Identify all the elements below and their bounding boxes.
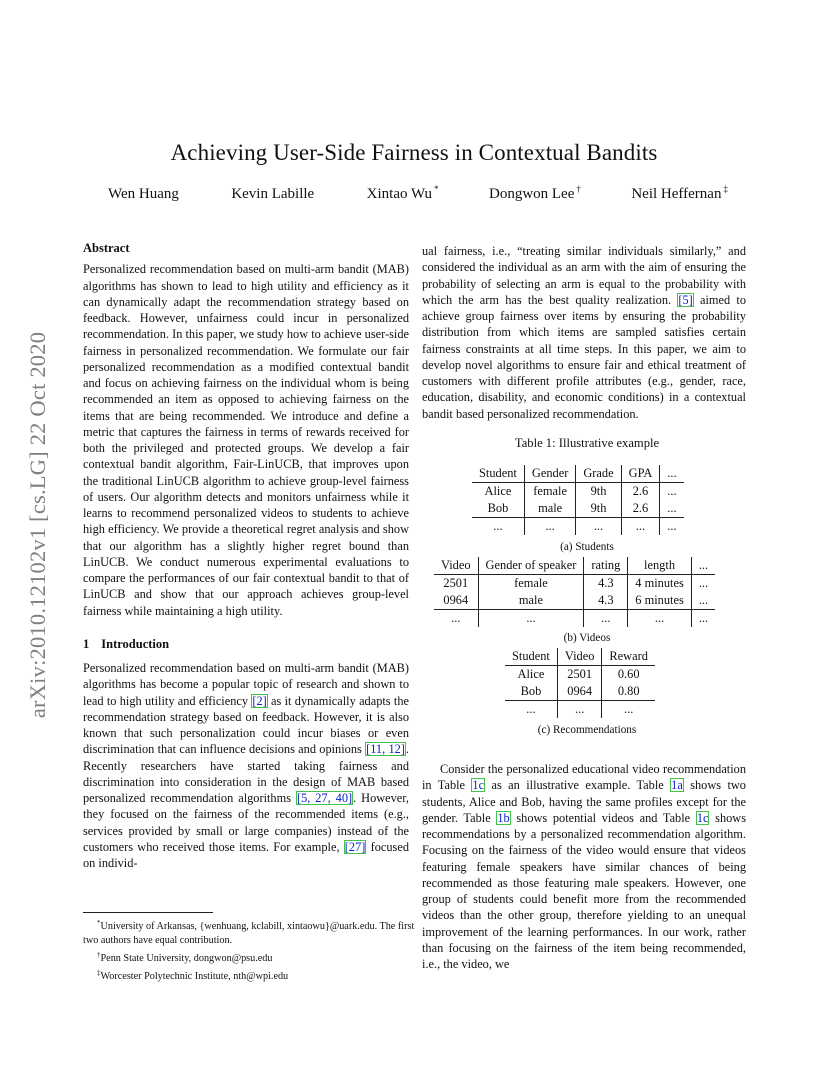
footnote-rule xyxy=(83,912,213,913)
table-row: Alice 2501 0.60 xyxy=(505,666,655,684)
right-column-bottom xyxy=(422,761,746,972)
videos-table xyxy=(434,557,715,627)
table-caption: (b) Videos xyxy=(563,632,611,644)
table-header-row: Student Gender Grade GPA ... xyxy=(472,465,684,483)
author: Neil Heffernan ‡ xyxy=(631,184,728,202)
abstract-heading: Abstract xyxy=(83,241,130,255)
right-column-top xyxy=(422,243,746,422)
citation-link[interactable]: [5] xyxy=(678,292,693,307)
table-ref-link[interactable]: 1c xyxy=(472,778,485,793)
footnote: †Penn State University, dongwon@psu.edu xyxy=(97,951,273,964)
author: Kevin Labille xyxy=(231,186,315,202)
table-header-row: Student Video Reward xyxy=(505,648,655,666)
table-row: ... ... ... ... ... xyxy=(434,610,715,628)
table-caption: (c) Recommendations xyxy=(537,724,637,736)
citation-link[interactable]: [2] xyxy=(252,693,267,708)
table-header-row: Video Gender of speaker rating length ... xyxy=(434,557,715,575)
table-row: Bob 0964 0.80 xyxy=(505,683,655,701)
table-ref-link[interactable]: 1a xyxy=(671,778,683,793)
author: Xintao Wu * xyxy=(366,184,439,202)
intro-paragraph: Personalized recommendation based on multi-arm bandit (MAB) algorithms has become a popular topic of research and shown to lead to high utility and efficiency [2] as it dynamically adapts the recommendation strategy based on feedback. However, it is also known that such personalization could incur biases or even discrimination that can influence decisions and opinions [11, 12]. Recently researchers have started taking fairness and discrimination into consideration in the design of MAB based personalized recommendation algorithms [5, 27, 40]. However, they focused on the fairness of the recommended items (e.g., services provided by small or large companies) instead of the customers who received those items. For example, [27] focused on individ- xyxy=(83,661,409,870)
table-row: 0964 male 4.3 6 minutes ... xyxy=(434,592,715,610)
author: Dongwon Lee † xyxy=(488,184,581,202)
citation-link[interactable]: [5, 27, 40] xyxy=(296,791,353,805)
footnote: *University of Arkansas, {wenhuang, kclabill, xintaowu}@uark.edu. The first two authors have equal contribution. xyxy=(83,919,415,946)
citation-link[interactable]: [11, 12] xyxy=(366,742,405,757)
table-row: 2501 female 4.3 4 minutes ... xyxy=(434,575,715,593)
table-caption: (a) Students xyxy=(560,541,614,553)
arxiv-id: arXiv:2010.12102v1 [cs.LG] 22 Oct 2020 xyxy=(25,331,50,719)
citation-link[interactable]: [27] xyxy=(344,839,366,854)
students-table xyxy=(472,465,684,535)
left-column xyxy=(83,240,409,871)
body-paragraph: ual fairness, i.e., “treating similar individuals similarly,” and considered the individual as an arm with the aim of ensuring the probability of selecting an arm is equal to the probability with which the arm has the best quality realization. [5] aimed to achieve group fairness over items by ensuring the probability distribution from which items are sampled satisfies certain fairness constraints at all time steps. In this paper, we aim to develop novel algorithms to ensure fair and ethical treatment of customers with different profile attributes (e.g., gender, race, education, disability, and economic conditions) in a contextual bandit based personalized recommendation. xyxy=(422,244,746,421)
table-row: ... ... ... xyxy=(505,701,655,719)
arxiv-watermark xyxy=(22,290,54,760)
abstract-text: Personalized recommendation based on multi-arm bandit (MAB) algorithms has shown to lead to high utility and efficiency as it can dynamically adapt the recommendation strategy based on feedback. However, unfairness could incur in personalized recommendation. In this paper, we study how to achieve user-side fairness in personalized recommendation. We formulate our fair personalized recommendation as a modified contextual bandit and focus on achieving fairness on the individual whom is being recommended an item as opposed to achieving fairness on the items that are being recommended. We introduce and define a metric that captures the fairness in terms of rewards received for both the privileged and protected groups. We develop a fair contextual bandit algorithm, Fair-LinUCB, that improves upon the traditional LinUCB algorithm to achieve group-level fairness of users. Our algorithm detects and monitors unfairness while it learns to recommend personalized videos to students to achieve high efficiency. We provide a theoretical regret analysis and show that our algorithm has a slightly higher regret bound than LinUCB. We conduct numerous experimental evaluations to compare the performances of our fair contextual bandit to that of LinUCB and show that our approach achieves group-level fairness while maintaining a high utility. xyxy=(83,262,409,618)
table-ref-link[interactable]: 1b xyxy=(497,810,510,825)
table-row: ... ... ... ... ... xyxy=(472,518,684,536)
table-title: Table 1: Illustrative example xyxy=(514,436,660,450)
section-heading: 1 Introduction xyxy=(83,636,170,651)
table-row: Alice female 9th 2.6 ... xyxy=(472,483,684,501)
author-list xyxy=(108,184,728,203)
table-ref-link[interactable]: 1c xyxy=(696,810,709,825)
footnote: ‡Worcester Polytechnic Institute, nth@wpi.edu xyxy=(97,969,289,982)
paper-title: Achieving User-Side Fairness in Contextual Bandits xyxy=(170,140,658,165)
footnotes xyxy=(83,916,418,984)
body-paragraph: Consider the personalized educational video recommendation in Table 1c as an illustrative example. Table 1a shows two students, Alice and Bob, having the same profiles except for the gender. Table 1b shows potential videos and Table 1c shows recommendations by a personalized recommendation algorithm. Focusing on the fairness of the video would ensure that videos featuring female speakers have similar chances of being recommended as those featuring male speakers. However, one group of students could benefit more from the recommended videos than the other group, therefore yielding to an unequal improvement of the learning performances. In our work, rather than focusing on the fairness of the item being recommended, i.e., the video, we xyxy=(422,762,747,971)
author: Wen Huang xyxy=(108,186,179,202)
recommendations-table xyxy=(505,648,655,718)
table-row: Bob male 9th 2.6 ... xyxy=(472,500,684,518)
